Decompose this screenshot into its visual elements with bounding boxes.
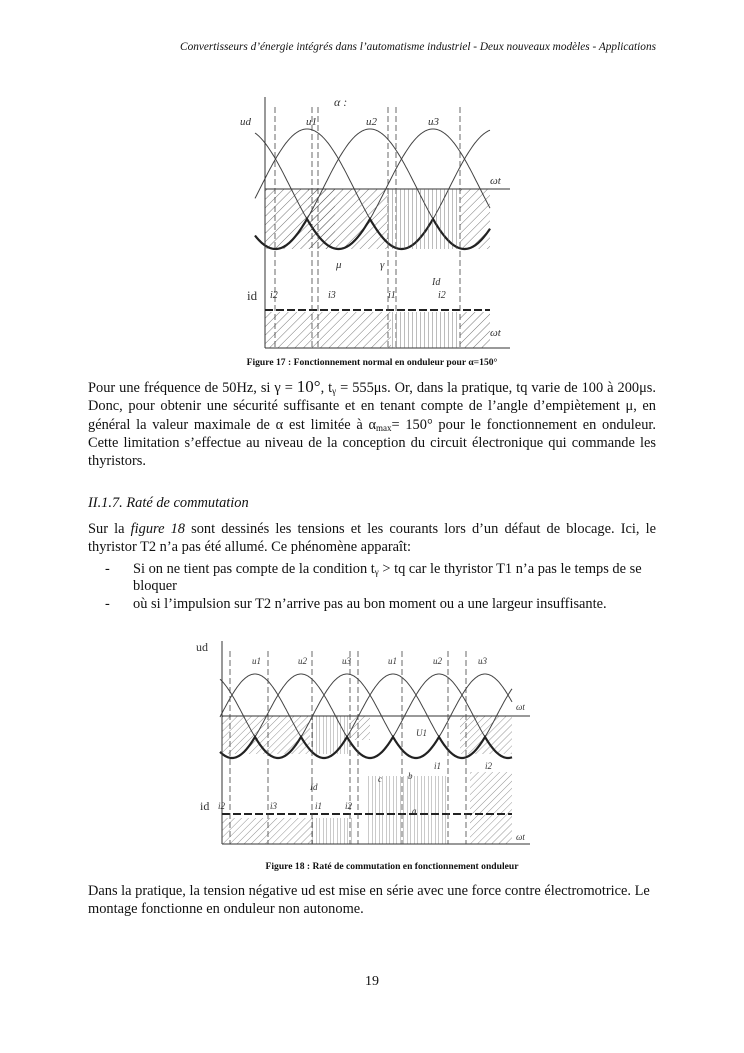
fig18-label-u2: u2 [298, 656, 307, 666]
fig17-label-Id: Id [432, 277, 441, 288]
hatched-region [312, 818, 352, 844]
hatched-region [262, 716, 310, 754]
subscript: γ [374, 567, 379, 577]
fig17-label-mu: μ [336, 259, 342, 271]
fig18-label-ud: ud [196, 640, 208, 654]
fig17-label-u3: u3 [428, 116, 439, 128]
text: , t [320, 380, 333, 396]
fig18-label-wt: ωt [516, 702, 525, 712]
text: Sur la [88, 521, 131, 537]
fig17-label-u1: u1 [306, 116, 317, 128]
fig17-label-u2: u2 [366, 116, 377, 128]
fig18-label-wt2: ωt [516, 832, 525, 842]
fig18-label-i3: i3 [270, 801, 278, 811]
fig18-label-i2c: i2 [345, 801, 353, 811]
figure-17-diagram [228, 92, 528, 354]
hatched-region [460, 312, 490, 348]
hatched-region [265, 312, 318, 348]
hatched-region-vertical [388, 189, 460, 249]
fig18-label-i2: i2 [218, 801, 226, 811]
fig18-label-i1b: i1 [434, 761, 442, 771]
page-number: 19 [365, 974, 379, 989]
figure-18-diagram [190, 636, 530, 858]
list-item [105, 596, 656, 613]
hatched-region [350, 716, 370, 740]
fig18-label-c: c [378, 774, 382, 784]
text: Pour une fréquence de 50Hz, si γ = [88, 380, 297, 396]
fig17-label-i3: i3 [328, 290, 336, 301]
hatched-region [460, 189, 490, 249]
fig18-label-id: id [200, 799, 210, 813]
bullet: - [105, 561, 110, 577]
paragraph-frequency [88, 378, 656, 470]
hatched-region-vertical [391, 312, 460, 348]
hatched-region [368, 776, 448, 844]
fig17-label-gamma: γ [380, 259, 385, 271]
hatched-region [470, 772, 512, 844]
hatched-region [267, 818, 312, 844]
fig17-label-i2: i2 [270, 290, 278, 301]
fig18-label-U1: U1 [416, 728, 427, 738]
hatched-region [308, 189, 388, 249]
text: = 555μs. Or, dans la pratique, tq varie de 100 à 200μs. Donc, pour obtenir une sécurité suffisante et en tenant compte de l’angle d’empiètement μ, en général la valeur maximale de α est limitée à α [88, 380, 657, 433]
fig18-label-u1: u1 [252, 656, 261, 666]
fig17-label-i2b: i2 [438, 290, 446, 301]
paragraph-conclusion: Dans la pratique, la tension négative ud est mise en série avec une force contre électromotrice. Le montage fonctionne en onduleur non autonome. [88, 883, 650, 918]
list-item [105, 561, 656, 595]
fig18-label-u3: u3 [342, 656, 351, 666]
fig17-label-ud: ud [240, 116, 251, 128]
subscript: max [376, 422, 392, 433]
figure-17-caption: Figure 17 : Fonctionnement normal en onduleur pour α=150° [246, 357, 498, 368]
fig18-label-u1b: u1 [388, 656, 397, 666]
fig17-label-alpha: α : [334, 95, 348, 109]
text: Si on ne tient pas compte de la condition t [133, 561, 375, 577]
hatched-region [318, 312, 391, 348]
section-heading: II.1.7. Raté de commutation [88, 495, 249, 511]
subscript: γ [332, 386, 337, 396]
text: > tq car le thyristor T1 n’a pas le temps de se bloquer [133, 561, 642, 594]
text: où si l’impulsion sur T2 n’arrive pas au bon moment ou a une largeur insuffisante. [133, 596, 607, 612]
fig17-label-wt: ωt [490, 175, 501, 187]
hatched-region [222, 818, 267, 844]
figure-18-caption: Figure 18 : Raté de commutation en fonctionnement onduleur [265, 861, 519, 872]
fig18-label-u2b: u2 [433, 656, 442, 666]
text: 10° [296, 377, 321, 396]
fig17-label-id: id [247, 288, 258, 303]
text: = 150° pour le fonctionnement en onduleur. Cette limitation s’effectue au niveau de la conception du circuit électronique qui commande les thyristors. [88, 416, 656, 470]
fig18-label-b: b [408, 771, 413, 781]
paragraph-figure18-intro [88, 520, 656, 557]
fig18-label-a: a [412, 806, 417, 816]
figure-reference: figure 18 [130, 521, 185, 537]
fig17-label-i1: i1 [388, 290, 396, 301]
text: sont dessinés les tensions et les courants lors d’un défaut de blocage. Ici, le thyristor T2 n’a pas été allumé. Ce phénomène apparaît: [88, 521, 656, 556]
fig18-label-u3b: u3 [478, 656, 487, 666]
bullet: - [105, 596, 110, 612]
fig18-label-i1: i1 [315, 801, 323, 811]
fig18-label-Id: Id [310, 782, 318, 792]
hatched-region [310, 716, 350, 754]
fig18-label-i2b: i2 [485, 761, 493, 771]
fig17-label-wt2: ωt [490, 327, 501, 339]
running-header: Convertisseurs d’énergie intégrés dans l’automatisme industriel - Deux nouveaux modèles - Applications [180, 41, 656, 53]
